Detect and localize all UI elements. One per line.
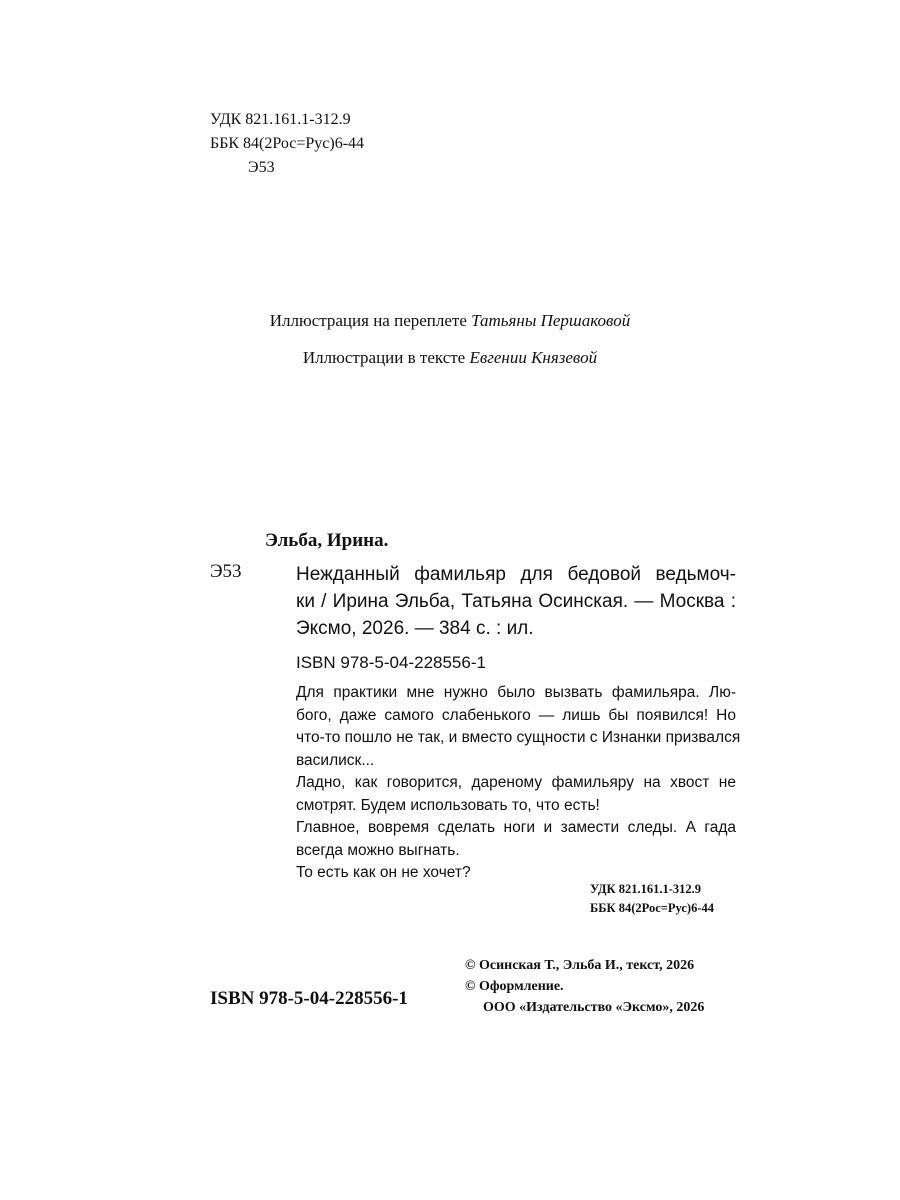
annotation-line: смотрят. Будем использовать то, что есть!	[296, 796, 600, 814]
text-artist: Евгении Князевой	[469, 348, 598, 367]
bib-line: ки / Ирина Эльба, Татьяна Осинская. — Москва :	[296, 591, 736, 612]
annotation-bbk: ББК 84(2Рос=Рус)6-44	[590, 901, 714, 915]
annotation-line: бого, даже самого слабенького — лишь бы появился! Но	[296, 706, 736, 724]
cover-credit-prefix: Иллюстрация на переплете	[269, 311, 467, 330]
cover-illustration-credit	[0, 311, 900, 331]
bib-line: Эксмо, 2026. — 384 с. : ил.	[296, 618, 534, 639]
annotation-line: василиск...	[296, 751, 375, 769]
text-credit-prefix: Иллюстрации в тексте	[302, 348, 466, 367]
bbk-code: ББК 84(2Рос=Рус)6-44	[210, 135, 365, 152]
catalog-author-heading: Эльба, Ирина.	[265, 530, 389, 551]
annotation-line: То есть как он не хочет?	[296, 864, 471, 881]
annotation-line: всегда можно выгнать.	[296, 841, 460, 859]
copyright-block	[465, 955, 704, 1018]
annotation-line: что-то пошло не так, и вместо сущности с Изнанки призвался	[296, 729, 741, 746]
copyright-design: © Оформление.	[465, 979, 564, 994]
annotation-udk: УДК 821.161.1-312.9	[590, 882, 701, 896]
cover-artist: Татьяны Першаковой	[471, 311, 631, 330]
author-mark: Э53	[248, 159, 275, 176]
catalog-isbn: ISBN 978-5-04-228556-1	[296, 653, 486, 672]
annotation	[296, 682, 741, 885]
udk-block	[210, 108, 364, 180]
footer-isbn: ISBN 978-5-04-228556-1	[210, 988, 408, 1009]
bib-line: Нежданный фамильяр для бедовой ведьмоч-	[296, 564, 736, 585]
catalog-author-mark: Э53	[210, 561, 242, 582]
text-illustration-credit	[0, 348, 900, 368]
annotation-line: Для практики мне нужно было вызвать фамильяра. Лю-	[296, 684, 736, 701]
annotation-line: Ладно, как говорится, дареному фамильяру на хвост не	[296, 774, 736, 791]
copyright-publisher: ООО «Издательство «Эксмо», 2026	[483, 1000, 705, 1015]
udk-code: УДК 821.161.1-312.9	[210, 111, 351, 128]
copyright-text: © Осинская Т., Эльба И., текст, 2026	[465, 958, 695, 973]
bibliographic-description	[296, 561, 736, 642]
annotation-codes	[590, 880, 714, 918]
annotation-line: Главное, вовремя сделать ноги и замести следы. А гада	[296, 819, 736, 836]
